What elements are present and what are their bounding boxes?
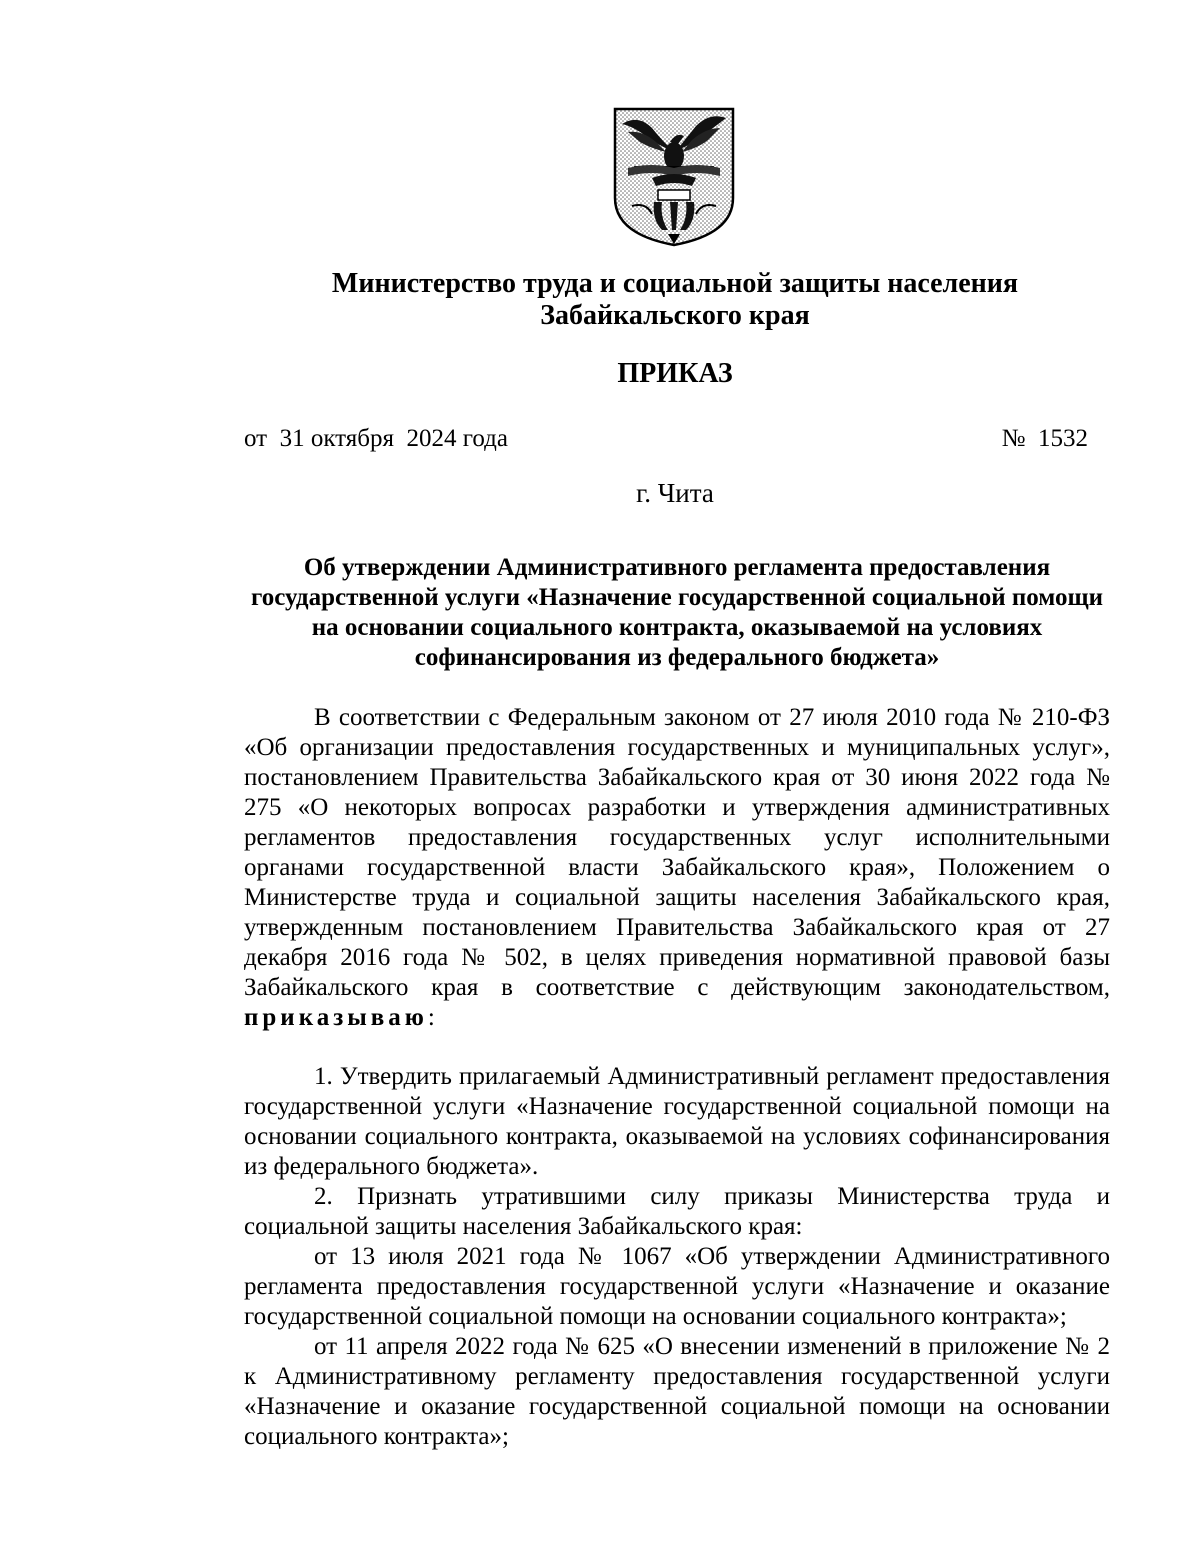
ministry-name-line1: Министерство труда и социальной защиты населения bbox=[331, 268, 1019, 299]
document-type-heading: ПРИКАЗ bbox=[617, 358, 733, 389]
order-item-2: 2. Признать утратившими силу приказы Министерства труда и социальной защиты населения Забайкальского края: bbox=[244, 1183, 1110, 1240]
zabaykalsky-coat-of-arms-icon bbox=[612, 106, 736, 248]
preamble-text: В соответствии с Федеральным законом от 27 июля 2010 года № 210-ФЗ «Об организации предоставления государственных и муниципальных услуг», постановлением Правительства Забайкальского края от 30 июня 2022 года № 275 «О некоторых вопросах разработки и утверждения административных регламентов предоставления государственных услуг исполнительными органами государственной власти Забайкальского края», Положением о Министерстве труда и социальной защиты населения Забайкальского края, утвержденным постановлением Правительства Забайкальского края от 27 декабря 2016 года № 502, в целях приведения нормативной правовой базы Забайкальского края в соответствие с действующим законодательством, bbox=[244, 704, 1110, 1001]
order-city: г. Чита bbox=[636, 478, 714, 508]
order-body-items-block bbox=[244, 1062, 1110, 1452]
order-colon: : bbox=[427, 1004, 435, 1031]
order-item-2-a: от 13 июля 2021 года № 1067 «Об утверждении Административного регламента предоставления государственной услуги «Назначение и оказание государственной социальной помощи на основании социального контракта»; bbox=[244, 1243, 1110, 1330]
order-date: от 31 октября 2024 года bbox=[244, 425, 508, 452]
order-body-preamble-block bbox=[244, 703, 1110, 1033]
ministry-name-line2: Забайкальского края bbox=[540, 300, 810, 331]
order-subject-title: Об утверждении Административного регламента предоставления государственной услуги «Назначение государственной социальной помощи на основании социального контракта, оказываемой на условиях софинансирования из федерального бюджета» bbox=[251, 554, 1103, 671]
order-word: приказываю bbox=[244, 1004, 428, 1031]
order-number: № 1532 bbox=[1001, 425, 1088, 452]
order-preamble bbox=[244, 703, 1110, 1033]
order-item-1: 1. Утвердить прилагаемый Административный регламент предоставления государственной услуги «Назначение государственной социальной помощи на основании социального контракта, оказываемой на условиях софинансирования из федерального бюджета». bbox=[244, 1063, 1110, 1180]
ministry-name bbox=[170, 268, 1180, 332]
order-item-2-b: от 11 апреля 2022 года № 625 «О внесении изменений в приложение № 2 к Административному регламенту предоставления государственной услуги «Назначение и оказание государственной социальной помощи на основании социального контракта»; bbox=[244, 1333, 1110, 1450]
